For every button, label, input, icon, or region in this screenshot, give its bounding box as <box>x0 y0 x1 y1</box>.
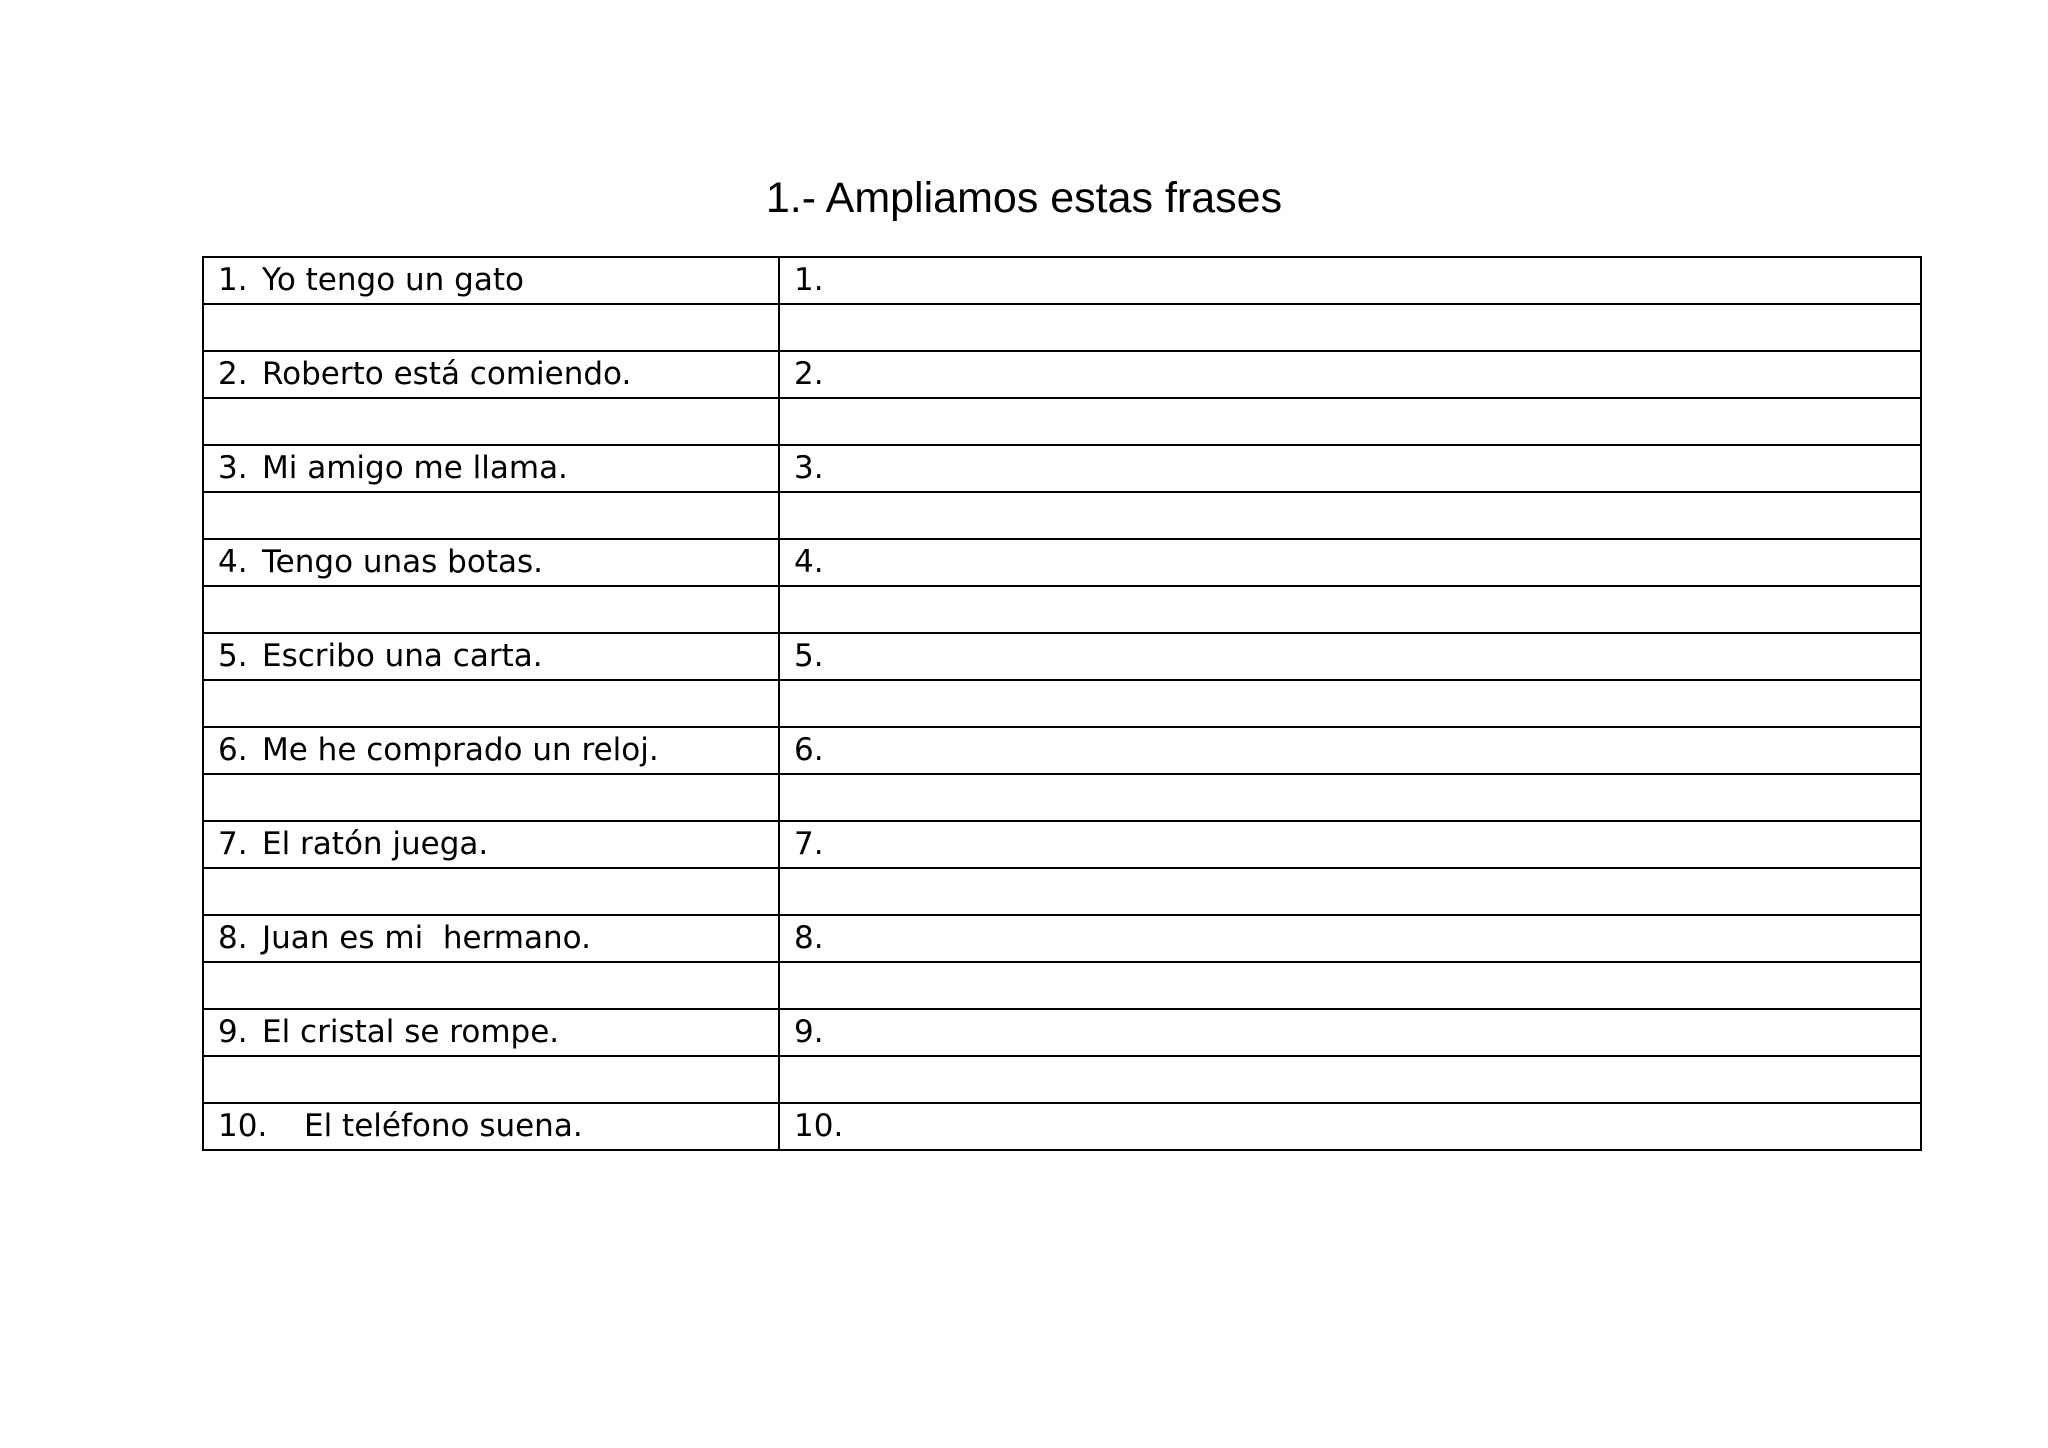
sentence-cell <box>203 727 779 774</box>
blank-cell <box>203 962 779 1009</box>
sentence-number: 10. <box>218 1108 268 1144</box>
answer-cell[interactable]: 8. <box>779 915 1921 962</box>
blank-row <box>203 304 1921 351</box>
blank-row <box>203 1056 1921 1103</box>
sentence-number: 7. <box>218 826 248 862</box>
blank-answer-cell[interactable] <box>779 398 1921 445</box>
blank-answer-cell[interactable] <box>779 492 1921 539</box>
answer-cell[interactable]: 10. <box>779 1103 1921 1150</box>
table-row <box>203 1009 1921 1056</box>
sentence-text: Tengo unas botas. <box>262 544 543 580</box>
blank-cell <box>203 680 779 727</box>
sentence-cell <box>203 257 779 304</box>
sentence-text: El teléfono suena. <box>304 1108 583 1144</box>
table-row <box>203 539 1921 586</box>
sentence-text: Mi amigo me llama. <box>262 450 568 486</box>
sentence-text: Juan es mi hermano. <box>262 920 591 956</box>
table-row <box>203 1103 1921 1150</box>
sentence-cell <box>203 539 779 586</box>
answer-cell[interactable]: 3. <box>779 445 1921 492</box>
blank-cell <box>203 868 779 915</box>
sentence-cell <box>203 633 779 680</box>
blank-answer-cell[interactable] <box>779 586 1921 633</box>
blank-answer-cell[interactable] <box>779 868 1921 915</box>
blank-row <box>203 586 1921 633</box>
table-row <box>203 633 1921 680</box>
blank-row <box>203 868 1921 915</box>
table-row <box>203 257 1921 304</box>
table-row <box>203 821 1921 868</box>
blank-answer-cell[interactable] <box>779 680 1921 727</box>
blank-cell <box>203 1056 779 1103</box>
blank-row <box>203 492 1921 539</box>
blank-cell <box>203 492 779 539</box>
blank-cell <box>203 774 779 821</box>
answer-cell[interactable]: 6. <box>779 727 1921 774</box>
sentence-cell <box>203 351 779 398</box>
answer-cell[interactable]: 7. <box>779 821 1921 868</box>
blank-row <box>203 680 1921 727</box>
sentence-table <box>202 256 1922 1151</box>
blank-answer-cell[interactable] <box>779 304 1921 351</box>
sentence-number: 9. <box>218 1014 248 1050</box>
table-row <box>203 727 1921 774</box>
answer-cell[interactable]: 1. <box>779 257 1921 304</box>
blank-row <box>203 774 1921 821</box>
table-row <box>203 915 1921 962</box>
answer-cell[interactable]: 2. <box>779 351 1921 398</box>
blank-row <box>203 962 1921 1009</box>
sentence-cell <box>203 821 779 868</box>
blank-answer-cell[interactable] <box>779 1056 1921 1103</box>
blank-cell <box>203 398 779 445</box>
sentence-text: El cristal se rompe. <box>262 1014 560 1050</box>
sentence-cell <box>203 1103 779 1150</box>
answer-cell[interactable]: 9. <box>779 1009 1921 1056</box>
sentence-cell <box>203 915 779 962</box>
sentence-number: 4. <box>218 544 248 580</box>
blank-cell <box>203 304 779 351</box>
sentence-number: 1. <box>218 262 248 298</box>
table-row <box>203 351 1921 398</box>
sentence-number: 8. <box>218 920 248 956</box>
blank-cell <box>203 586 779 633</box>
blank-answer-cell[interactable] <box>779 962 1921 1009</box>
sentence-cell <box>203 1009 779 1056</box>
sentence-number: 2. <box>218 356 248 392</box>
answer-cell[interactable]: 5. <box>779 633 1921 680</box>
sentence-text: Me he comprado un reloj. <box>262 732 659 768</box>
table-row <box>203 445 1921 492</box>
sentence-text: Escribo una carta. <box>262 638 543 674</box>
blank-answer-cell[interactable] <box>779 774 1921 821</box>
sentence-text: Roberto está comiendo. <box>262 356 632 392</box>
sentence-number: 3. <box>218 450 248 486</box>
sentence-text: Yo tengo un gato <box>262 262 524 298</box>
blank-row <box>203 398 1921 445</box>
sentence-number: 5. <box>218 638 248 674</box>
answer-cell[interactable]: 4. <box>779 539 1921 586</box>
sentence-cell <box>203 445 779 492</box>
sentence-number: 6. <box>218 732 248 768</box>
page-title: 1.- Ampliamos estas frases <box>765 174 1283 222</box>
sentence-text: El ratón juega. <box>262 826 489 862</box>
